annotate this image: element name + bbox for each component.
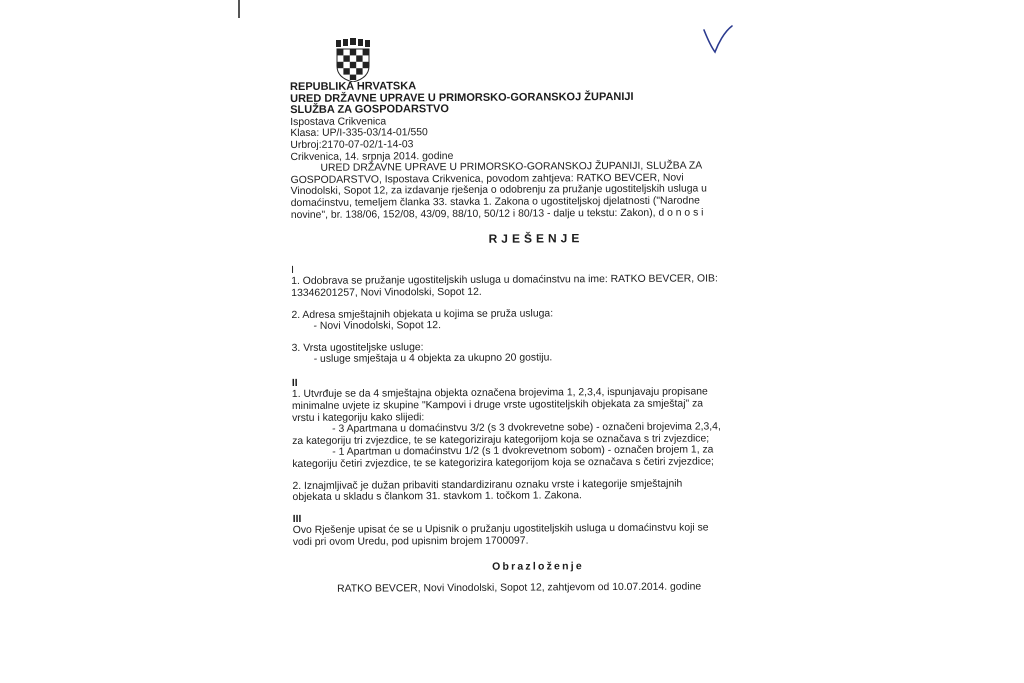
section-2-numeral: II <box>291 377 298 389</box>
intro-line: GOSPODARSTVO, Ispostava Crikvenica, povodom zahtjeva: RATKO BEVCER, Novi <box>290 172 684 186</box>
section-3-line: Ovo Rješenje upisat će se u Upisnik o pružanju ugostiteljskih usluga u domaćinstvu koji se <box>292 522 709 537</box>
section-2-item-1-line: - 1 Apartman u domaćinstvu 1/2 (s 1 dvokrevetnom sobom) - označen brojem 1, za <box>332 444 714 459</box>
coat-of-arms-icon <box>333 38 373 82</box>
section-1-item-3-line: - usluge smještaja u 4 objekta za ukupno 20 gostiju. <box>313 352 553 366</box>
header-urbroj: Urbroj:2170-07-02/1-14-03 <box>290 139 414 151</box>
intro-line: Vinodolski, Sopot 12, za izdavanje rješenja o odobrenju za pružanje ugostiteljskih usluga u <box>290 183 707 198</box>
section-2-item-2-line: objekata u skladu s člankom 31. stavkom 1. točkom 1. Zakona. <box>292 490 582 504</box>
section-1-item-2-line: 2. Adresa smještajnih objekata u kojima se pruža usluga: <box>291 307 554 321</box>
section-3-numeral: III <box>292 513 302 525</box>
intro-line: domaćinstvu, temeljem članka 33. stavka 1. Zakona o ugostiteljskoj djelatnosti ("Narodne <box>290 195 700 209</box>
document-body <box>290 79 783 596</box>
header-klasa: Klasa: UP/I-335-03/14-01/550 <box>290 127 428 140</box>
section-2-item-1-line: za kategoriju tri zvjezdice, te se kategoriziraju kategorijom koja se označava s tri zvjezdice; <box>292 433 710 447</box>
handwritten-checkmark-icon <box>700 22 736 56</box>
header-republic: REPUBLIKA HRVATSKA <box>289 80 417 93</box>
reasoning-line: RATKO BEVCER, Novi Vinodolski, Sopot 12, zahtjevom od 10.07.2014. godine <box>337 581 702 595</box>
section-1-item-3-line: 3. Vrsta ugostiteljske usluge: <box>291 341 424 354</box>
intro-paragraph <box>290 160 780 221</box>
scan-edge-mark <box>238 0 240 18</box>
header-office: URED DRŽAVNE UPRAVE U PRIMORSKO-GORANSKOJ ŽUPANIJI <box>290 90 634 105</box>
section-1-item-2-line: - Novi Vinodolski, Sopot 12. <box>313 320 441 332</box>
intro-line: novine", br. 138/06, 152/08, 43/09, 88/10, 50/12 i 80/13 - dalje u tekstu: Zakon), d o n o s i <box>290 207 704 221</box>
reasoning-title: Obrazloženje <box>492 559 584 573</box>
section-2-item-2-line: 2. Iznajmljivač je dužan pribaviti standardiziranu oznaku vrste i kategorije smještajnih <box>292 478 683 492</box>
section-2-item-1-line: minimalne uvjete iz skupine "Kampovi i druge vrste ugostiteljskih objekata za smještaj" za <box>291 398 704 413</box>
section-2-item-1-line: kategoriju četiri zvjezdice, te se kategorizira kategorijom koja se označava s četiri zvjezdice; <box>292 456 714 471</box>
header-branch: Ispostava Crikvenica <box>290 116 387 128</box>
intro-line: URED DRŽAVNE UPRAVE U PRIMORSKO-GORANSKOJ ŽUPANIJI, SLUŽBA ZA <box>320 160 703 174</box>
section-2-item-1-line: vrstu i kategoriju kako slijedi: <box>292 411 425 424</box>
document-title: RJEŠENJE <box>488 231 584 246</box>
section-1-numeral: I <box>291 264 295 276</box>
header-place-date: Crikvenica, 14. srpnja 2014. godine <box>290 150 454 163</box>
section-2-item-1-line: 1. Utvrđuje se da 4 smještajna objekta označena brojevima 1, 2,3,4, ispunjavaju propisane <box>291 386 708 401</box>
section-3-line: vodi pri ovom Uredu, pod upisnim brojem 1700097. <box>292 535 529 548</box>
section-2-item-1-line: - 3 Apartmana u domaćinstvu 3/2 (s 3 dvokrevetne sobe) - označeni brojevima 2,3,4, <box>332 421 721 435</box>
header-service: SLUŽBA ZA GOSPODARSTVO <box>290 103 449 117</box>
section-1-item-1-line: 1. Odobrava se pružanje ugostiteljskih usluga u domaćinstvu na ime: RATKO BEVCER, OIB: <box>291 273 718 288</box>
section-1-item-1-line: 13346201257, Novi Vinodolski, Sopot 12. <box>291 286 482 299</box>
